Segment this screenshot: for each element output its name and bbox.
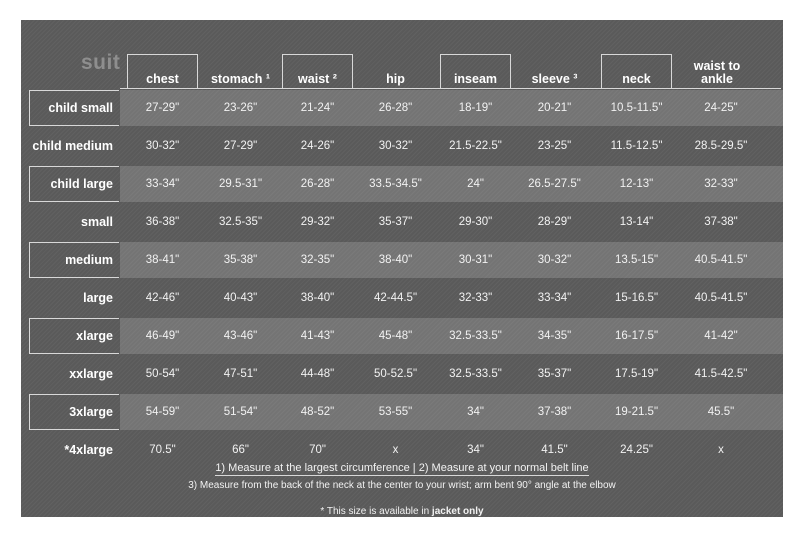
table-cell: 45.5" [707, 406, 735, 418]
table-cell: 42-44.5" [373, 292, 418, 304]
column-header-label: hip [386, 72, 405, 86]
footnote-3: 3) Measure from the back of the neck at the center to your wrist; arm bent 90° angle at the elbow [188, 480, 616, 491]
table-cell: 33-34" [537, 292, 572, 304]
table-cell: 23-25" [537, 140, 572, 152]
size-label: medium [29, 242, 119, 278]
table-cell: 41.5-42.5" [694, 368, 748, 380]
column-header-4 [360, 54, 431, 88]
suit-label: suit [81, 51, 121, 74]
table-cell: 17.5-19" [614, 368, 659, 380]
table-cell: 20-21" [537, 102, 572, 114]
table-cell: 24-25" [704, 102, 738, 114]
table-cell: 19-21.5" [614, 406, 659, 418]
table-cell: 29-30" [458, 216, 493, 228]
table-cell: 35-37" [378, 216, 413, 228]
table-cell: 26-28" [378, 102, 413, 114]
table-row [21, 204, 783, 240]
table-cell: 18-19" [458, 102, 493, 114]
table-cell: x [718, 444, 724, 456]
table-cell: 13.5-15" [614, 254, 659, 266]
table-cell: 30-32" [537, 254, 572, 266]
table-cell: 21.5-22.5" [449, 140, 502, 152]
column-header-label: sleeve ³ [531, 72, 578, 86]
table-row [21, 356, 783, 392]
table-cell: 28-29" [537, 216, 572, 228]
table-cell: 32.5-35" [218, 216, 263, 228]
table-row [21, 90, 783, 126]
table-cell: 34-35" [537, 330, 572, 342]
table-cell: 41-43" [300, 330, 335, 342]
table-cell: 50-54" [145, 368, 180, 380]
table-cell: 40-43" [223, 292, 258, 304]
table-cell: x [392, 444, 399, 456]
table-cell: 48-52" [300, 406, 335, 418]
footnote-availability [21, 506, 783, 517]
table-header [21, 38, 783, 90]
table-cell: 36-38" [145, 216, 180, 228]
size-label: 3xlarge [29, 394, 119, 430]
table-cell: 15-16.5" [614, 292, 659, 304]
table-cell: 38-40" [378, 254, 413, 266]
table-cell: 30-32" [378, 140, 413, 152]
column-header-label: inseam [453, 72, 498, 86]
footnote-availability-text: * This size is available in [320, 506, 432, 517]
table-row [21, 128, 783, 164]
table-cell: 11.5-12.5" [610, 140, 663, 152]
table-cell: 35-37" [537, 368, 572, 380]
header-rule [120, 88, 781, 89]
table-cell: 38-40" [300, 292, 335, 304]
table-cell: 54-59" [145, 406, 180, 418]
table-cell: 29-32" [300, 216, 335, 228]
table-cell: 47-51" [223, 368, 258, 380]
table-cell: 12-13" [619, 178, 654, 190]
table-row [21, 318, 783, 354]
size-label: child large [29, 166, 119, 202]
table-cell: 32.5-33.5" [449, 368, 502, 380]
table-cell: 29.5-31" [218, 178, 263, 190]
table-cell: 70.5" [149, 444, 176, 456]
table-cell: 23-26" [223, 102, 258, 114]
column-header-label: neck [622, 72, 651, 86]
table-cell: 28.5-29.5" [694, 140, 748, 152]
size-chart-panel [21, 20, 783, 517]
table-cell: 30-31" [458, 254, 493, 266]
column-header-label: chest [146, 72, 179, 86]
column-header-3 [282, 54, 353, 88]
table-cell: 16-17.5" [614, 330, 659, 342]
footnote-1-2: 1) Measure at the largest circumference | 2) Measure at your normal belt line [215, 462, 589, 474]
table-cell: 66" [232, 444, 249, 456]
table-row [21, 432, 783, 468]
size-label: large [83, 291, 113, 305]
size-label: *4xlarge [64, 443, 113, 457]
table-cell: 27-29" [223, 140, 258, 152]
table-cell: 30-32" [145, 140, 180, 152]
footnote-availability-bold: jacket only [431, 506, 484, 517]
size-label: child medium [32, 139, 113, 153]
column-header-8 [681, 38, 753, 88]
table-cell: 41-42" [704, 330, 738, 342]
table-cell: 32.5-33.5" [449, 330, 502, 342]
table-cell: 32-35" [300, 254, 335, 266]
table-cell: 41.5" [541, 444, 568, 456]
table-cell: 51-54" [223, 406, 258, 418]
table-cell: 44-48" [300, 368, 335, 380]
column-header-2 [205, 54, 276, 88]
table-cell: 10.5-11.5" [610, 102, 663, 114]
table-cell: 34" [467, 406, 484, 418]
table-cell: 53-55" [378, 406, 413, 418]
table-row [21, 242, 783, 278]
table-cell: 40.5-41.5" [694, 292, 748, 304]
table-cell: 35-38" [223, 254, 258, 266]
column-header-label: stomach ¹ [210, 72, 271, 86]
table-cell: 24" [467, 178, 484, 190]
table-cell: 24-26" [300, 140, 335, 152]
table-cell: 33-34" [145, 178, 180, 190]
table-cell: 26.5-27.5" [528, 178, 581, 190]
column-header-7 [601, 54, 672, 88]
table-cell: 37-38" [537, 406, 572, 418]
size-label: xlarge [29, 318, 119, 354]
table-cell: 24.25" [620, 444, 653, 456]
size-label: small [81, 215, 113, 229]
column-header-6 [519, 54, 590, 88]
size-label: child small [29, 90, 119, 126]
table-cell: 42-46" [145, 292, 180, 304]
table-cell: 37-38" [704, 216, 738, 228]
table-row [21, 394, 783, 430]
size-label: xxlarge [69, 367, 113, 381]
table-cell: 27-29" [145, 102, 180, 114]
table-row [21, 280, 783, 316]
table-cell: 32-33" [704, 178, 738, 190]
table-cell: 40.5-41.5" [694, 254, 748, 266]
table-cell: 13-14" [619, 216, 654, 228]
table-cell: 33.5-34.5" [369, 178, 422, 190]
column-header-5 [440, 54, 511, 88]
table-cell: 38-41" [145, 254, 180, 266]
table-row [21, 166, 783, 202]
table-cell: 21-24" [300, 102, 335, 114]
column-header-1 [127, 54, 198, 88]
table-cell: 45-48" [378, 330, 413, 342]
table-cell: 46-49" [145, 330, 180, 342]
column-header-label: waist to ankle [693, 59, 741, 86]
table-cell: 70" [309, 444, 326, 456]
table-cell: 43-46" [223, 330, 258, 342]
column-header-label: waist ² [298, 72, 337, 86]
table-cell: 26-28" [300, 178, 335, 190]
table-cell: 34" [467, 444, 484, 456]
table-cell: 50-52.5" [373, 368, 418, 380]
table-cell: 32-33" [458, 292, 493, 304]
